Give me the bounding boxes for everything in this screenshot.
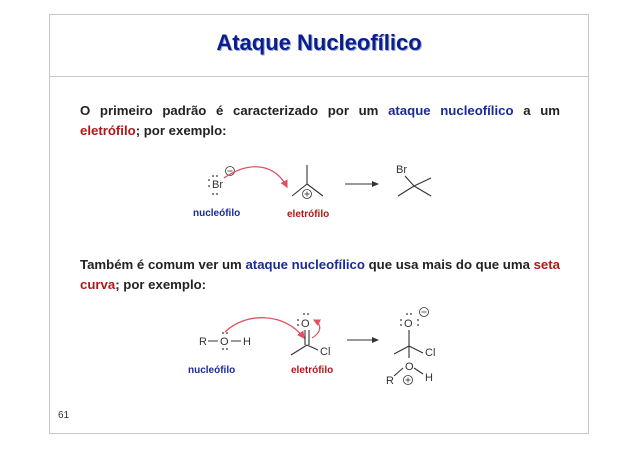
negative-charge-icon xyxy=(420,308,429,317)
intermediate-cl: Cl xyxy=(425,347,436,359)
paragraph-2-text-1: Também é comum ver um xyxy=(80,257,246,272)
acyl-chloride xyxy=(291,313,330,358)
label-electrophile-2: eletrófilo xyxy=(291,365,334,376)
label-nucleophile-1: nucleófilo xyxy=(193,208,241,219)
positive-charge-icon xyxy=(303,190,312,199)
tetrahedral-intermediate xyxy=(386,308,435,388)
paragraph-2-text-3: ; por exemplo: xyxy=(115,277,207,292)
scheme-1 xyxy=(193,164,431,220)
paragraph-1-highlight-nucleophilic-attack: ataque nucleofílico xyxy=(388,103,514,118)
scheme-2 xyxy=(188,308,435,388)
alcohol-h: H xyxy=(243,336,251,348)
intermediate-r: R xyxy=(386,375,394,387)
alcohol-r: R xyxy=(199,336,207,348)
positive-charge-icon xyxy=(404,376,413,385)
paragraph-1-text-3: ; por exemplo: xyxy=(135,123,227,138)
product-bromine: Br xyxy=(396,164,407,176)
alcohol xyxy=(199,332,251,350)
label-nucleophile-2: nucleófilo xyxy=(188,365,236,376)
bromide-symbol: Br xyxy=(212,179,223,191)
paragraph-1-text-2: a um xyxy=(513,103,560,118)
label-electrophile-1: eletrófilo xyxy=(287,209,330,220)
paragraph-1-text-1: O primeiro padrão é caracterizado por um xyxy=(80,103,389,118)
curved-arrow-icon xyxy=(312,320,320,338)
alkoxide-o: O xyxy=(404,318,413,330)
paragraph-2-text-2: que usa mais do que uma xyxy=(364,257,534,272)
intermediate-h: H xyxy=(425,372,433,384)
oxonium-o: O xyxy=(405,361,414,373)
bromide-ion xyxy=(208,167,234,195)
tert-butyl-cation xyxy=(292,165,323,196)
carbonyl-o: O xyxy=(301,318,310,330)
alcohol-o: O xyxy=(220,336,229,348)
page-number: 61 xyxy=(58,410,70,421)
curved-arrow-icon xyxy=(225,318,304,338)
curved-arrow-icon xyxy=(224,167,287,187)
paragraph-1-highlight-electrophile: eletrófilo xyxy=(80,123,136,138)
paragraph-2-highlight-nucleophilic-attack: ataque nucleofílico xyxy=(245,257,365,272)
slide-title: Ataque Nucleofílico xyxy=(216,30,422,55)
paragraph-2-highlight-curved-arrow: seta curva xyxy=(80,257,560,292)
acyl-cl: Cl xyxy=(320,346,331,358)
tert-butyl-bromide xyxy=(396,164,431,196)
